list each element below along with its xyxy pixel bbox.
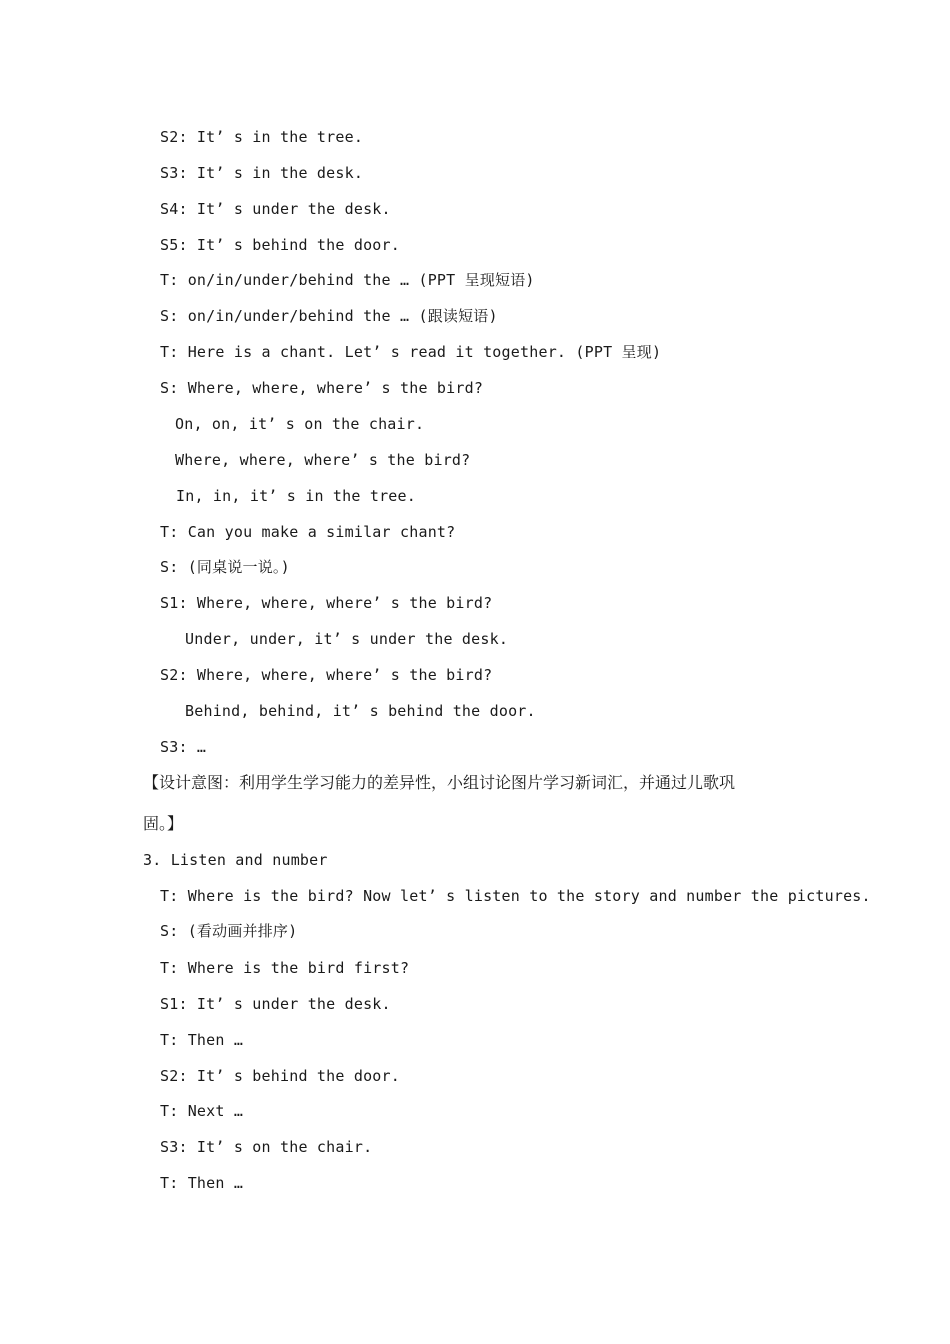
dialogue-line: S3: … xyxy=(160,738,207,756)
dialogue-line: S2: It’ s behind the door. xyxy=(160,1067,400,1085)
dialogue-line: T: Next … xyxy=(160,1102,244,1120)
chant-line: S1: Where, where, where’ s the bird? xyxy=(160,594,493,612)
section-heading: 3. Listen and number xyxy=(143,851,328,869)
dialogue-line: T: Can you make a similar chant? xyxy=(160,523,456,541)
chant-line: Where, where, where’ s the bird? xyxy=(175,451,471,469)
dialogue-line: S3: It’ s in the desk. xyxy=(160,164,364,182)
dialogue-line: S1: It’ s under the desk. xyxy=(160,995,391,1013)
chant-line: In, in, it’ s in the tree. xyxy=(176,487,416,505)
chant-line: S: Where, where, where’ s the bird? xyxy=(160,379,484,397)
design-note-line: 固。】 xyxy=(143,814,184,833)
chant-line: Under, under, it’ s under the desk. xyxy=(185,630,509,648)
dialogue-line: T: Then … xyxy=(160,1174,244,1192)
dialogue-line: S2: It’ s in the tree. xyxy=(160,128,364,146)
dialogue-line: S: (看动画并排序) xyxy=(160,922,298,940)
chant-line: S2: Where, where, where’ s the bird? xyxy=(160,666,493,684)
dialogue-line: T: on/in/under/behind the … (PPT 呈现短语) xyxy=(160,271,535,289)
dialogue-line: S: (同桌说一说。) xyxy=(160,558,290,576)
chant-line: Behind, behind, it’ s behind the door. xyxy=(185,702,536,720)
chant-line: On, on, it’ s on the chair. xyxy=(175,415,425,433)
design-note-line: 【设计意图：利用学生学习能力的差异性，小组讨论图片学习新词汇，并通过儿歌巩 xyxy=(143,773,736,792)
dialogue-line: T: Then … xyxy=(160,1031,244,1049)
dialogue-line: T: Where is the bird? Now let’ s listen to the story and number the pictures. xyxy=(160,887,871,905)
dialogue-line: S3: It’ s on the chair. xyxy=(160,1138,373,1156)
dialogue-line: T: Here is a chant. Let’ s read it together. (PPT 呈现) xyxy=(160,343,662,361)
dialogue-line: T: Where is the bird first? xyxy=(160,959,410,977)
dialogue-line: S5: It’ s behind the door. xyxy=(160,236,400,254)
dialogue-line: S: on/in/under/behind the … (跟读短语) xyxy=(160,307,498,325)
dialogue-line: S4: It’ s under the desk. xyxy=(160,200,391,218)
